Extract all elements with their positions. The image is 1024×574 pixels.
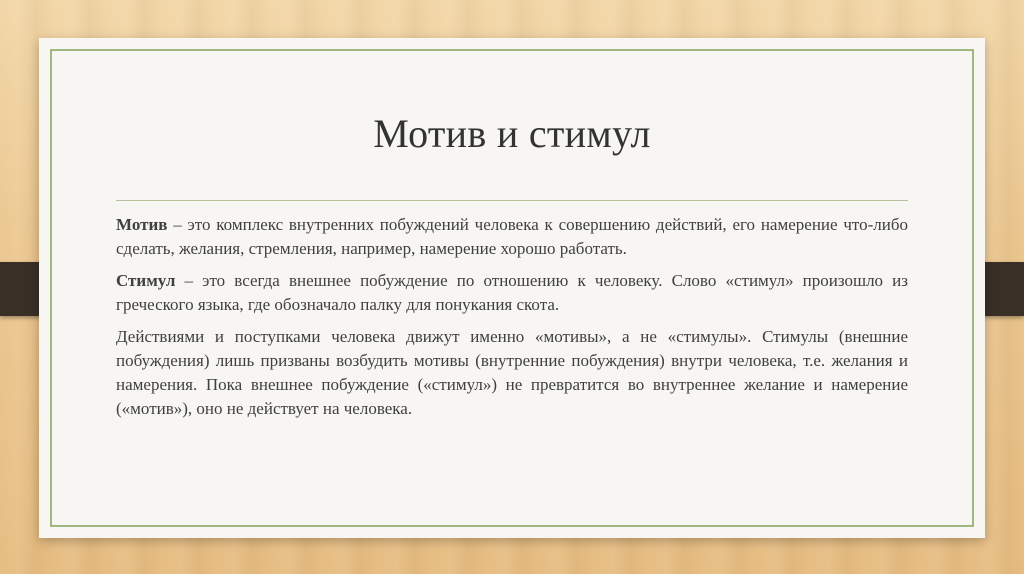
- term-stimulus: Стимул: [116, 271, 176, 290]
- paragraph-conclusion-text: Действиями и поступками человека движут именно «мотивы», а не «стимулы». Стимулы (внешние побуждения) лишь призваны возбудить мотивы (внутренние побуждения) внутри человека, т.е. желания и намерения. Пока внешнее побуждение («стимул») не превратится во внутреннее желание и намерение («мотив»), оно не действует на человека.: [116, 327, 908, 418]
- paragraph-stimulus: [116, 269, 908, 317]
- paragraph-conclusion: [116, 325, 908, 421]
- slide-card: [39, 38, 985, 538]
- title-divider: [116, 200, 908, 201]
- paragraph-motive: [116, 213, 908, 261]
- term-motive: Мотив: [116, 215, 168, 234]
- slide-title: Мотив и стимул: [373, 111, 651, 156]
- paragraph-stimulus-text: – это всегда внешнее побуждение по отношению к человеку. Слово «стимул» произошло из греческого языка, где обозначало палку для понукания скота.: [116, 271, 908, 314]
- slide-body: [116, 213, 908, 429]
- paragraph-motive-text: – это комплекс внутренних побуждений человека к совершению действий, его намерение что-либо сделать, желания, стремления, например, намерение хорошо работать.: [116, 215, 908, 258]
